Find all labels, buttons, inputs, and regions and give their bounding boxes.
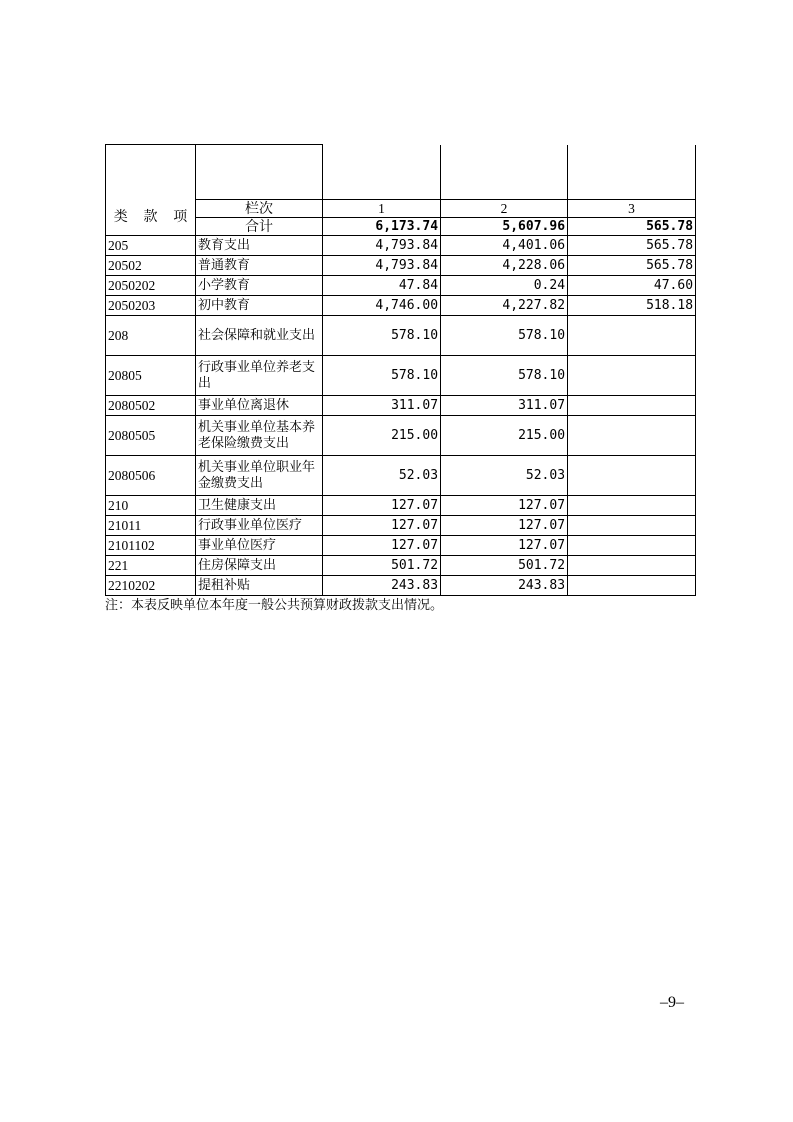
table-row [106,536,696,556]
row-code: 21011 [106,516,196,536]
row-code: 2080502 [106,396,196,416]
header-col3-index: 3 [568,200,696,218]
table-row [106,296,696,316]
row-col1: 52.03 [323,456,441,496]
row-col3 [568,536,696,556]
row-col2: 127.07 [441,496,568,516]
table-row [106,516,696,536]
row-name: 卫生健康支出 [196,496,323,516]
table-row [106,256,696,276]
row-code: 2080505 [106,416,196,456]
row-col2: 578.10 [441,316,568,356]
table-row [106,276,696,296]
row-col1: 127.07 [323,536,441,556]
table-row [106,576,696,596]
table-body [106,236,696,596]
row-name: 行政事业单位养老支出 [196,356,323,396]
row-name: 初中教育 [196,296,323,316]
row-col2: 4,401.06 [441,236,568,256]
row-code: 2210202 [106,576,196,596]
row-code: 208 [106,316,196,356]
row-col3 [568,316,696,356]
row-col2: 578.10 [441,356,568,396]
table-row [106,496,696,516]
row-col3: 565.78 [568,236,696,256]
header-blank-col2 [441,145,568,200]
row-name: 事业单位离退休 [196,396,323,416]
row-col3 [568,496,696,516]
row-code: 2101102 [106,536,196,556]
header-index-label: 栏次 [196,200,323,218]
row-name: 普通教育 [196,256,323,276]
header-blank-col3 [568,145,696,200]
row-col3: 47.60 [568,276,696,296]
row-code: 20805 [106,356,196,396]
table-row [106,556,696,576]
row-col2: 4,227.82 [441,296,568,316]
header-blank-name [196,145,323,200]
row-col3: 518.18 [568,296,696,316]
table-row [106,316,696,356]
row-code: 20502 [106,256,196,276]
row-name: 行政事业单位医疗 [196,516,323,536]
total-col2: 5,607.96 [441,218,568,236]
row-name: 住房保障支出 [196,556,323,576]
row-code: 221 [106,556,196,576]
row-name: 社会保障和就业支出 [196,316,323,356]
table-row [106,416,696,456]
row-name: 提租补贴 [196,576,323,596]
row-col2: 311.07 [441,396,568,416]
row-col2: 0.24 [441,276,568,296]
header-blank-col1 [323,145,441,200]
row-col1: 4,793.84 [323,256,441,276]
header-blank-code [106,145,196,200]
row-col2: 243.83 [441,576,568,596]
row-col2: 215.00 [441,416,568,456]
row-col1: 127.07 [323,516,441,536]
header-item: 项 [166,200,196,236]
row-name: 教育支出 [196,236,323,256]
row-col1: 578.10 [323,316,441,356]
header-section: 款 [136,200,166,236]
row-col1: 501.72 [323,556,441,576]
row-col2: 501.72 [441,556,568,576]
row-col1: 127.07 [323,496,441,516]
table-row [106,236,696,256]
table-row [106,356,696,396]
row-code: 210 [106,496,196,516]
row-col1: 4,746.00 [323,296,441,316]
row-name: 事业单位医疗 [196,536,323,556]
column-index-row [106,200,696,218]
row-code: 2080506 [106,456,196,496]
page-number: –9– [660,994,684,1011]
row-col2: 4,228.06 [441,256,568,276]
table-row [106,456,696,496]
row-col3 [568,516,696,536]
row-name: 小学教育 [196,276,323,296]
row-name: 机关事业单位基本养老保险缴费支出 [196,416,323,456]
row-code: 2050203 [106,296,196,316]
header-col2-index: 2 [441,200,568,218]
header-class: 类 [106,200,136,236]
row-col3 [568,556,696,576]
row-col3 [568,356,696,396]
row-col1: 243.83 [323,576,441,596]
row-col3 [568,456,696,496]
row-code: 205 [106,236,196,256]
total-label: 合计 [196,218,323,236]
row-col1: 215.00 [323,416,441,456]
total-col1: 6,173.74 [323,218,441,236]
row-col2: 127.07 [441,536,568,556]
row-col2: 52.03 [441,456,568,496]
row-col1: 311.07 [323,396,441,416]
row-col2: 127.07 [441,516,568,536]
row-col3 [568,396,696,416]
row-col1: 4,793.84 [323,236,441,256]
row-col1: 578.10 [323,356,441,396]
total-col3: 565.78 [568,218,696,236]
table-row [106,396,696,416]
row-code: 2050202 [106,276,196,296]
header-col1-index: 1 [323,200,441,218]
header-blank-row [106,145,696,200]
table-note: 注：本表反映单位本年度一般公共预算财政拨款支出情况。 [105,598,444,613]
row-col3: 565.78 [568,256,696,276]
row-col3 [568,416,696,456]
budget-expenditure-table [105,144,696,596]
row-name: 机关事业单位职业年金缴费支出 [196,456,323,496]
row-col3 [568,576,696,596]
row-col1: 47.84 [323,276,441,296]
